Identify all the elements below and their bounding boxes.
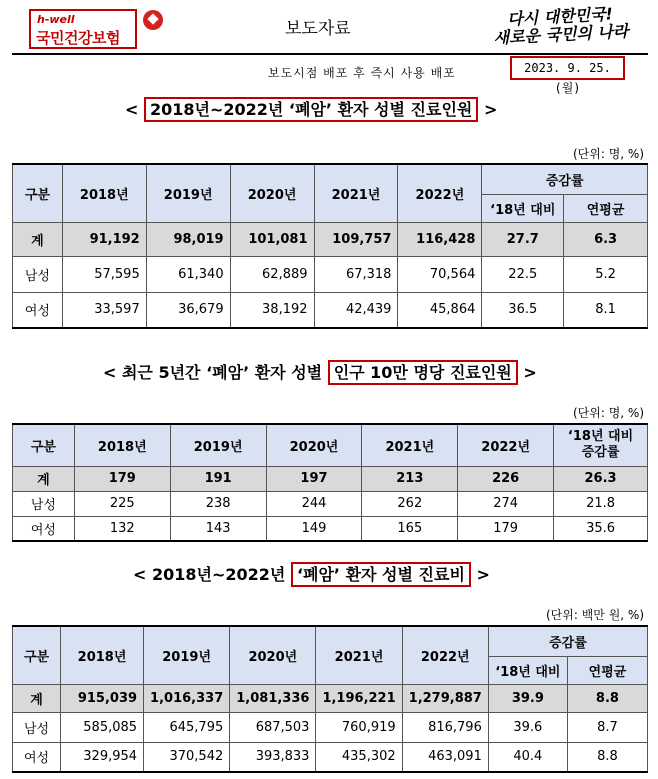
cell: 8.1 <box>564 292 648 328</box>
cell: 61,340 <box>146 256 230 292</box>
change-header: 증감률 <box>488 626 647 656</box>
table1-title-prefix: < <box>125 100 144 119</box>
table2-unit: (단위: 명, %) <box>572 406 644 420</box>
row-label: 여성 <box>13 516 75 541</box>
header-divider <box>12 53 648 55</box>
cell: 6.3 <box>564 222 648 256</box>
table-row <box>13 712 648 742</box>
year-header: 2019년 <box>144 626 230 684</box>
heart-icon <box>143 10 163 30</box>
table-row <box>13 491 648 516</box>
cell: 109,757 <box>314 222 398 256</box>
cell: 26.3 <box>554 466 648 491</box>
cell: 98,019 <box>146 222 230 256</box>
cell: 35.6 <box>554 516 648 541</box>
table1-unit: (단위: 명, %) <box>572 147 644 161</box>
cell: 5.2 <box>564 256 648 292</box>
annual-average-header: 연평균 <box>564 194 648 222</box>
year-header: 2020년 <box>266 424 362 466</box>
cell: 213 <box>362 466 458 491</box>
row-label: 남성 <box>13 712 61 742</box>
logo-name: 국민건강보험 <box>36 29 120 47</box>
cell: 370,542 <box>144 742 230 772</box>
table1-title-suffix: > <box>478 100 498 119</box>
cell: 39.9 <box>488 684 567 712</box>
year-header: 2019년 <box>170 424 266 466</box>
slogan-line-1: 다시 대한민국! <box>506 4 614 29</box>
cell: 40.4 <box>488 742 567 772</box>
row-label: 남성 <box>13 256 63 292</box>
year-header: 2021년 <box>316 626 402 684</box>
cell: 165 <box>362 516 458 541</box>
cell: 197 <box>266 466 362 491</box>
cell: 1,081,336 <box>230 684 316 712</box>
cell: 274 <box>458 491 554 516</box>
year-header: 2022년 <box>402 626 488 684</box>
col-header: 구분 <box>13 626 61 684</box>
release-timing: 보도시점 배포 후 즉시 사용 배포 <box>268 66 456 80</box>
cell: 435,302 <box>316 742 402 772</box>
row-label: 계 <box>13 222 63 256</box>
patients-table <box>12 163 648 329</box>
table3-title <box>133 562 490 585</box>
year-header: 2020년 <box>230 626 316 684</box>
logo-tagline: h-well <box>37 13 75 26</box>
cell: 22.5 <box>482 256 564 292</box>
cell: 226 <box>458 466 554 491</box>
year-header: 2022년 <box>458 424 554 466</box>
cell: 645,795 <box>144 712 230 742</box>
table2-title-prefix: < 최근 5년간 ‘폐암’ 환자 성별 <box>103 363 328 382</box>
cell: 36,679 <box>146 292 230 328</box>
year-header: 2021년 <box>314 164 398 222</box>
cell: 8.8 <box>567 684 647 712</box>
release-date: 2023. 9. 25.(월) <box>510 56 625 80</box>
cell: 8.7 <box>567 712 647 742</box>
slogan-line-2: 새로운 국민의 나라 <box>493 21 629 48</box>
cell: 143 <box>170 516 266 541</box>
cell: 179 <box>458 516 554 541</box>
cell: 149 <box>266 516 362 541</box>
cell: 27.7 <box>482 222 564 256</box>
cell: 1,016,337 <box>144 684 230 712</box>
cell: 39.6 <box>488 712 567 742</box>
col-header: 구분 <box>13 424 75 466</box>
government-slogan <box>477 4 644 49</box>
cell: 67,318 <box>314 256 398 292</box>
table-row <box>13 466 648 491</box>
change-header: 증감률 <box>482 164 648 194</box>
cell: 463,091 <box>402 742 488 772</box>
cell: 329,954 <box>61 742 144 772</box>
cell: 238 <box>170 491 266 516</box>
cell: 36.5 <box>482 292 564 328</box>
cell: 42,439 <box>314 292 398 328</box>
change-header <box>554 424 648 466</box>
cell: 585,085 <box>61 712 144 742</box>
table-row <box>13 256 648 292</box>
row-label: 여성 <box>13 292 63 328</box>
medical-costs-table <box>12 625 648 773</box>
table3-title-suffix: > <box>470 565 490 584</box>
cell: 760,919 <box>316 712 402 742</box>
table2-title-boxed: 인구 10만 명당 진료인원 <box>328 360 518 385</box>
year-header: 2021년 <box>362 424 458 466</box>
cell: 393,833 <box>230 742 316 772</box>
table1-title <box>125 97 497 120</box>
cell: 1,279,887 <box>402 684 488 712</box>
cell: 179 <box>74 466 170 491</box>
cell: 21.8 <box>554 491 648 516</box>
cell: 244 <box>266 491 362 516</box>
cell: 57,595 <box>62 256 146 292</box>
table3-unit: (단위: 백만 원, %) <box>545 608 644 622</box>
cell: 915,039 <box>61 684 144 712</box>
year-header: 2018년 <box>74 424 170 466</box>
press-release-header <box>0 0 658 54</box>
change-vs-2018-header: ‘18년 대비 <box>488 656 567 684</box>
cell: 116,428 <box>398 222 482 256</box>
cell: 45,864 <box>398 292 482 328</box>
row-label: 남성 <box>13 491 75 516</box>
row-label: 계 <box>13 684 61 712</box>
table-row <box>13 684 648 712</box>
year-header: 2022년 <box>398 164 482 222</box>
table1-title-boxed: 2018년~2022년 ‘폐암’ 환자 성별 진료인원 <box>144 97 478 122</box>
year-header: 2018년 <box>62 164 146 222</box>
year-header: 2020년 <box>230 164 314 222</box>
cell: 91,192 <box>62 222 146 256</box>
year-header: 2019년 <box>146 164 230 222</box>
cell: 62,889 <box>230 256 314 292</box>
change-vs-2018-header: ‘18년 대비 <box>482 194 564 222</box>
table3-title-boxed: ‘폐암’ 환자 성별 진료비 <box>291 562 471 587</box>
document-title: 보도자료 <box>285 19 351 39</box>
cell: 1,196,221 <box>316 684 402 712</box>
col-header: 구분 <box>13 164 63 222</box>
table3-title-prefix: < 2018년~2022년 <box>133 565 291 584</box>
year-header: 2018년 <box>61 626 144 684</box>
change-header-line-1: ‘18년 대비 <box>567 429 634 445</box>
cell: 262 <box>362 491 458 516</box>
row-label: 계 <box>13 466 75 491</box>
nhis-logo <box>29 9 137 49</box>
cell: 70,564 <box>398 256 482 292</box>
cell: 101,081 <box>230 222 314 256</box>
annual-average-header: 연평균 <box>567 656 647 684</box>
cell: 687,503 <box>230 712 316 742</box>
cell: 132 <box>74 516 170 541</box>
change-header-line-2: 증감률 <box>581 445 620 461</box>
cell: 33,597 <box>62 292 146 328</box>
cell: 8.8 <box>567 742 647 772</box>
table2-title-suffix: > <box>517 363 537 382</box>
table2-title <box>103 360 537 383</box>
row-label: 여성 <box>13 742 61 772</box>
table-row <box>13 222 648 256</box>
cell: 225 <box>74 491 170 516</box>
cell: 191 <box>170 466 266 491</box>
table-row <box>13 292 648 328</box>
table-row <box>13 742 648 772</box>
cell: 816,796 <box>402 712 488 742</box>
cell: 38,192 <box>230 292 314 328</box>
table-row <box>13 516 648 541</box>
patients-per-100k-table <box>12 423 648 542</box>
